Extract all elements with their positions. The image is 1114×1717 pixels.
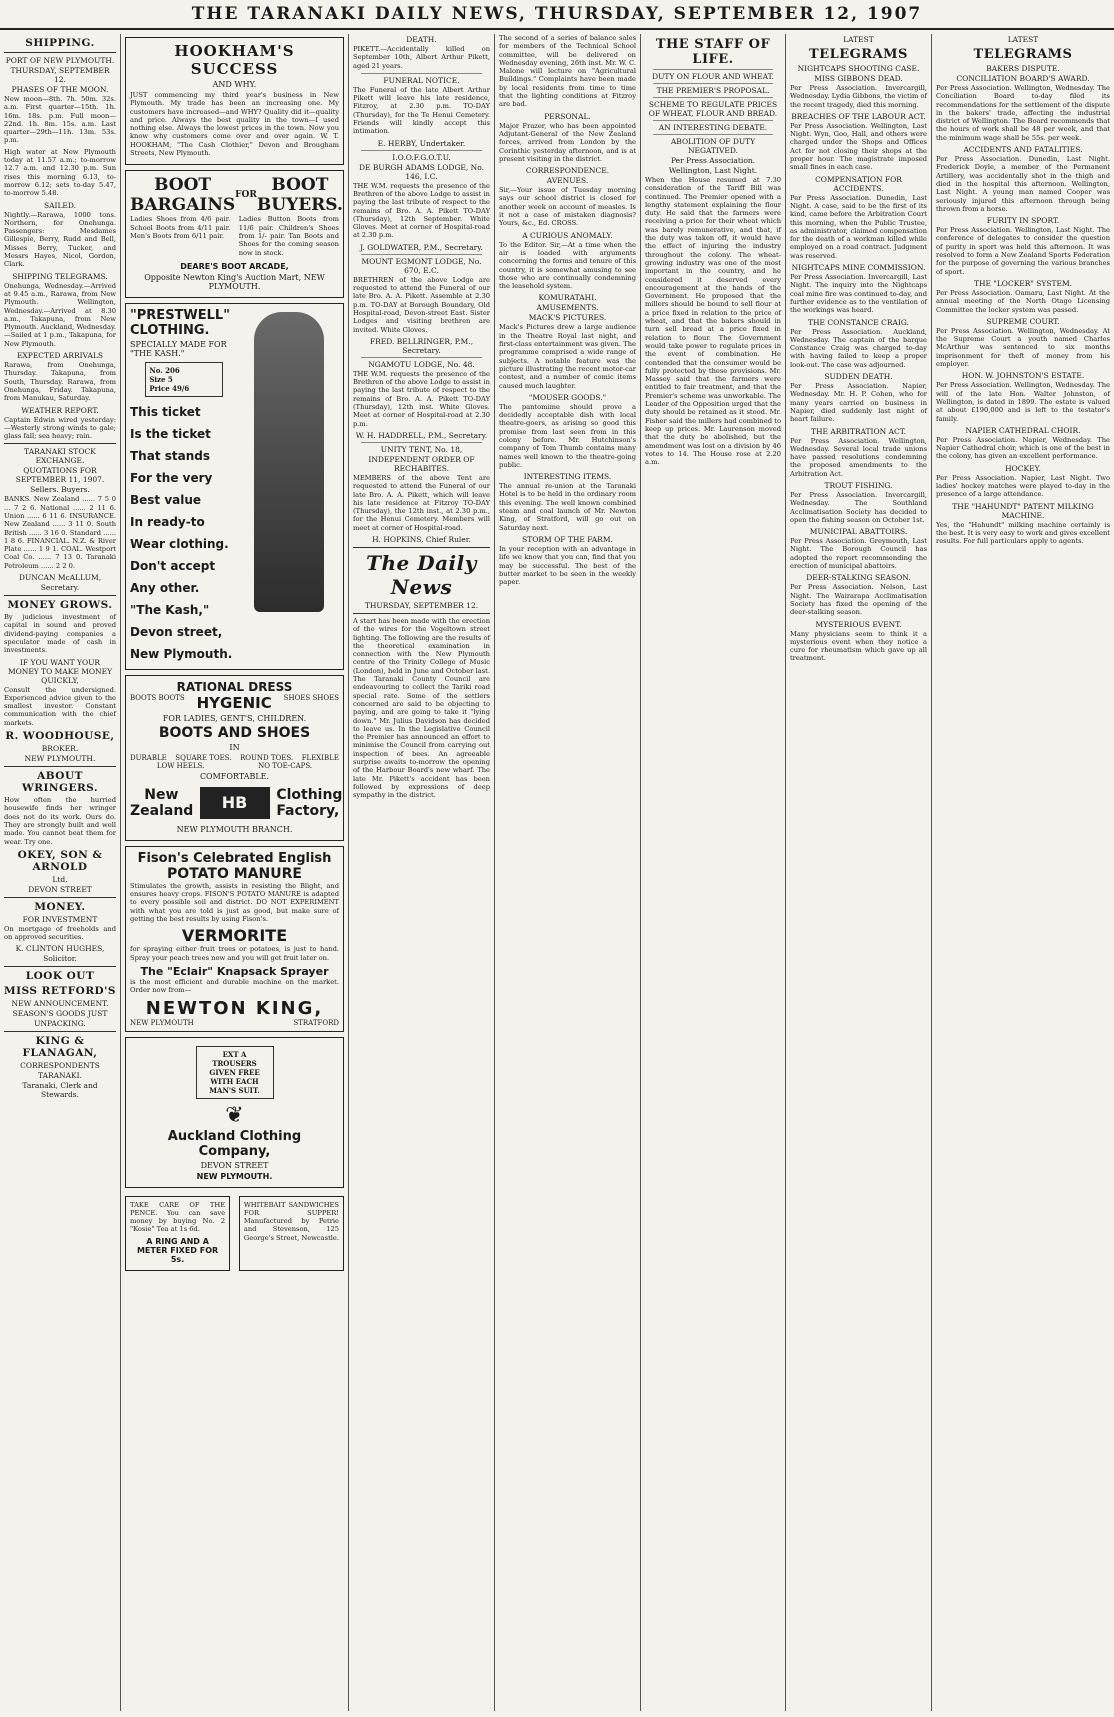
clinton-name: K. CLINTON HUGHES,: [15, 944, 105, 954]
tel-sub-10: MUNICIPAL ABATTOIRS.: [809, 527, 908, 537]
hb-logo: HB: [200, 787, 270, 819]
toe-row-2: [130, 762, 339, 770]
season-heading: SEASON'S GOODS JUST: [12, 1009, 108, 1019]
taranaki-text: TARANAKI.: [37, 1071, 82, 1081]
boot-prices: [130, 215, 339, 259]
for-ladies: FOR LADIES, GENT'S, CHILDREN.: [162, 713, 307, 723]
staff-sub-5: ABOLITION OF DUTY NEGATIVED.: [670, 137, 756, 155]
hygenic-row: [130, 694, 339, 712]
ticket-line: Wear clothing.: [130, 536, 229, 551]
telegrams-heading: SHIPPING TELEGRAMS.: [12, 271, 108, 281]
shipping-heading: SHIPPING.: [25, 37, 95, 49]
ornament: ❦: [225, 1102, 244, 1128]
divider: [653, 120, 773, 121]
unity-sub: INDEPENDENT ORDER OF RECHABITES.: [368, 454, 475, 473]
latest-sub-10: THE "HAHUNDT" PATENT MILKING MACHINE.: [952, 501, 1094, 520]
tel-text-5: Per Press Association. Auckland, Wednesday. The captain of the barque Constance Craig was charged to-day with having failed to keep a proper look-out. The case was adjourned.: [790, 327, 927, 369]
masthead-title: THE TARANAKI DAILY NEWS, THURSDAY, SEPTEMBER 12, 1907: [191, 4, 923, 24]
pence-ad: [125, 1196, 230, 1271]
auckland-address: DEVON STREET: [200, 1160, 269, 1170]
latest-sub-9: HOCKEY.: [1005, 463, 1041, 473]
rational-title: RATIONAL DRESS: [176, 679, 293, 694]
wringers-heading: ABOUT WRINGERS.: [21, 770, 99, 795]
auckland-title: Auckland Clothing Company,: [167, 1128, 302, 1159]
column-telegrams: [785, 34, 931, 1711]
avenues-text: Sir,—Your issue of Tuesday morning says our school district is closed for another week on account of measles. Is it not a case of mistaken diagnosis? Yours, &c., Ed. CROSS.: [499, 186, 636, 228]
newton-king-towns: [130, 1019, 339, 1027]
latest-text-4: Per Press Association. Oamaru, Last Night. At the annual meeting of the North Otago Licensing Committee the locker system was passed.: [936, 288, 1110, 314]
funeral-signature: E. HERBY, Undertaker.: [377, 138, 466, 148]
tel-text-6: Per Press Association. Napier, Wednesday. Mr. H. P. Cohen, who for many years carried on business in Napier, died suddenly last night of heart failure.: [790, 382, 927, 424]
tel-sub-8: THE ARBITRATION ACT.: [810, 426, 907, 436]
broker-role: Secretary.: [40, 583, 80, 593]
durable-label: DURABLE: [130, 753, 167, 762]
flag-date: THURSDAY, SEPTEMBER 12.: [364, 600, 479, 610]
lodge3-text: THE W.M. requests the presence of the Brethren of the above Lodge to assist in paying the last tribute of respect to the remains of Bro. A. A. Pikett TO-DAY (Thursday), 12th inst. White Gloves. Meet at corner of Hospital-road at 2.30 p.m.: [353, 369, 490, 428]
pence-text: TAKE CARE OF THE PENCE. You can save money by buying No. 2 "Kosie" Tea at 1s 6d.: [130, 1200, 226, 1234]
round-toes: ROUND TOES.: [239, 753, 294, 762]
lodge2-signature: FRED. BELLRINGER, P.M., Secretary.: [369, 336, 474, 355]
latest-text-3: Per Press Association. Wellington, Last Night. The conference of delegates to consider the question of purity in sport was held this afternoon. It was resolved to form a New Zealand Sports Federation for the purpose of governing the various branches of sport.: [936, 226, 1110, 276]
ticket-line: Best value: [130, 492, 202, 507]
masthead: [0, 0, 1114, 30]
flexible-label: FLEXIBLE: [301, 753, 339, 762]
avenues-heading: AVENUES.: [546, 176, 589, 186]
unity-text: MEMBERS of the above Tent are requested to attend the Funeral of our late Bro. A. A. Pikett, which will leave his late residence at Fitzroy TO-DAY (Thursday), the 12th inst., at 2.30 p.m., for the Henui Cemetery. Members will meet at corner of Hospital-road.: [353, 473, 490, 532]
death-text: PIKETT.—Accidentally killed on September 10th, Albert Arthur Pikett, aged 21 years.: [353, 45, 490, 70]
latest-sub-8: NAPIER CATHEDRAL CHOIR.: [965, 425, 1081, 435]
divider: [353, 613, 490, 614]
tel-text-9: Per Press Association. Greymouth, Last Night. The Borough Council has adopted the report recommending the erection of municipal abattoirs.: [790, 537, 927, 571]
tel-sub-4: COMPENSATION FOR ACCIDENTS.: [815, 174, 902, 193]
column-notices: [348, 34, 494, 1711]
ticket-line: For the very: [130, 470, 213, 485]
hookham-title: HOOKHAM'S SUCCESS: [174, 42, 295, 78]
latest-sub-2: CONCILIATION BOARD'S AWARD.: [956, 74, 1090, 83]
fison-text: Stimulates the growth, assists in resisting the Blight, and ensures heavy crops. FISON'S POTATO MANURE is adapted to every possible soil and district. DO NOT EXPERIMENT with what you are told is just as good, but make sure of getting the best results by using Fison's.: [130, 881, 339, 924]
tel-text-3: Per Press Association. Dunedin, Last Night. A case, said to be the first of its kind, came before the Arbitration Court this morning, when the Public Trustee, as administrator, claimed compensation for the death of a workman killed while employed on a road contract. Judgment was reserved.: [790, 193, 927, 260]
tel-sub-2: MISS GIBBONS DEAD.: [814, 74, 903, 83]
vermorite-text: for spraying either fruit trees or potatoes, is just to hand. Spray your peach trees now and you will get fruit later on.: [130, 945, 339, 962]
anomaly-text: To the Editor. Sir,—At a time when the air is loaded with arguments concerning the forms and tenure of this country, it is somewhat amusing to see those who are continually condemning the leasehold system.: [499, 240, 636, 291]
unpacking-text: UNPACKING.: [34, 1019, 86, 1029]
hookham-text: JUST commencing my third year's business in New Plymouth. My trade has been an increasing one. My customers have increased—and WHY? Quality did it—quality and price. Always the best quality in the town—I used nothing else. Always the lowest prices in the town. Now you know why customers come over and over again. W. T. HOOKHAM, "The Cash Clothier," Devon and Brougham Streets, New Plymouth.: [130, 91, 339, 158]
goods-text: The pantomime should prove a decidedly acceptable dish with local theatre-goers, as arising so good this promise from last seen from in this colony before. Mr. Hutchinson's company of Tom Thumb contains many names well known to the theatre-going public.: [499, 402, 636, 469]
column-advertisements: [120, 34, 348, 1711]
latest-sub-4: FURITY IN SPORT.: [986, 216, 1060, 226]
money-lend-text: On mortgage of freeholds and on approved securities.: [4, 924, 116, 942]
hookham-subtitle: AND WHY.: [212, 80, 257, 89]
sandwich-ad: [239, 1196, 344, 1271]
tel-sub-1: NIGHTCAPS SHOOTING CASE.: [797, 64, 920, 73]
hookham-ad: [125, 37, 344, 165]
money-heading: MONEY GROWS.: [7, 599, 113, 612]
boot-prices-right: Ladies Button Boots from 11/6 pair. Children's Shoes from 1/- pair. Tan Boots and Shoes for the coming season now in stock.: [238, 215, 339, 257]
personal-text: Major Frazer, who has been appointed Adjutant-General of the New Zealand forces, arrived from London by the Corinthic yesterday afternoon, and is at present visiting in the district.: [499, 121, 636, 163]
new-plymouth-label: NEW PLYMOUTH: [130, 1018, 194, 1027]
telegrams-label: LATEST: [843, 35, 874, 44]
lodge1-text: THE W.M. requests the presence of the Brethren of the above Lodge to assist in paying the last tribute of respect to the remains of Bro. A. A. Pikett TO-DAY (Thursday), 12th September. White Gloves. Meet at corner of Hospital-road at 2.30 p.m.: [353, 181, 490, 240]
latest-text-8: Per Press Association. Napier, Last Night. Two ladies' hockey matches were played to-day in the presence of a large attendance.: [936, 473, 1110, 499]
suited-man-image: [254, 312, 324, 612]
tel-text-8: Per Press Association. Invercargill, Wednesday. The Southland Acclimatisation Society has decided to open the fishing season on October 1st.: [790, 490, 927, 524]
tel-text-10: Per Press Association. Nelson, Last Night. The Wairarapa Acclimatisation Society has fixed the opening of the deer-stalking season.: [790, 583, 927, 617]
staff-sub-2: THE PREMIER'S PROPOSAL.: [656, 86, 770, 95]
sailed-text: Nightly.—Rarawa, 1000 tons. Northern, for Onehunga. Passengers: Mesdames Gillespie, Berry, Rudd and Bell, Misses Berry, Tucker, and Messrs Hayes, Nicol, Gordon, Clark.: [4, 210, 116, 269]
kash-address: Devon street,: [130, 624, 223, 639]
boot-for: FOR: [235, 190, 257, 201]
amusements-heading: AMUSEMENTS.: [536, 303, 599, 313]
date-line: THURSDAY, SEPTEMBER 12.: [10, 66, 110, 84]
latest-text-9: Yes, the "Hahundt" milking machine certainly is the best. It is very easy to work and gives excellent results. For full particulars apply to agents.: [936, 520, 1110, 546]
moon-text: New moon—8th. 7h. 50m. 32s. a.m. First quarter—15th. 1h. 16m. 18s. p.m. Full moon—22nd. 1h. 8m. 15s. a.m. Last quarter—29th—11h. 13m. 53s. p.m.: [4, 95, 116, 145]
tag-price: Price 49/6: [149, 383, 190, 393]
ticket-line: In ready-to: [130, 514, 205, 529]
divider: [361, 150, 482, 151]
latest-text-1: Per Press Association. Wellington, Wednesday. The Conciliation Board to-day filed its recommendations for the settlement of the dispute in the bakers' trade, affecting the industrial district of Wellington. The Board recommends that the hours of work shall be 48 per week, and that the minimum wage shall be 55s. per week.: [936, 84, 1110, 142]
latest-sub-1: BAKERS DISPUTE.: [986, 64, 1060, 73]
latest-sub-7: HON. W. JOHNSTON'S ESTATE.: [961, 371, 1085, 381]
divider: [653, 83, 773, 84]
tel-text-4: Per Press Association. Invercargill, Last Night. The inquiry into the Nightcaps coal mine fire was continued to-day, and further evidence as to the ventilation of the workings was heard.: [790, 273, 927, 315]
funeral-heading: FUNERAL NOTICE.: [383, 75, 460, 85]
ticket-line: That stands: [130, 448, 210, 463]
lecture-text: The second of a series of balance sales for members of the Technical School committee, will be delivered on Wednesday evening, 26th inst. Mr. W. C. Malone will lecture on "Agricultural Buildings." Complaints have been made by local residents from time to time that the lighting conditions at Fitzroy are bad.: [499, 34, 636, 109]
okey-name: OKEY, SON & ARNOLD: [17, 848, 103, 873]
storm-heading: STORM OF THE FARM.: [522, 534, 613, 544]
clinton-role: Solicitor.: [43, 954, 77, 964]
divider: [653, 134, 773, 135]
ticket-line: This ticket: [130, 404, 201, 419]
retford-heading: MISS RETFORD'S: [4, 985, 116, 998]
divider: [361, 442, 482, 443]
dateline: Wellington, Last Night.: [668, 166, 758, 175]
want-text: Consult the undersigned. Experienced advice given to the smallest investor. Constant communication with the chief markets.: [4, 685, 116, 727]
staff-body: When the House resumed at 7.30 consideration of the Tariff Bill was continued. The Premier opened with a lengthy statement explaining the flour duty. He said that the farmers were receiving a price for their wheat which was barely remunerative, and that, if the duty was taken off, it would have the effect of injuring the industry throughout the colony. The wheat-growing industry was one of the most important in the country, and he considered it deserved every encouragement at the hands of the Government. He proposed that the millers should be bound to sell flour at a price fixed in relation to the price of wheat, and that the bakers should in turn sell bread at a price fixed in relation to flour. The Government would take power to regulate prices in the event of combination. He contended that the consumer would be fully protected by these provisions. Mr. Massey said that the farmers were entitled to fair treatment, and that the Premier's scheme was unworkable. The Leader of the Opposition urged that the duty should be retained as it stood. Mr. Fisher said the millers had combined to keep up prices. Mr. Laurenson moved that the duty be abolished, but the amendment was lost on a division by 46 votes to 14. The House rose at 2.20 a.m.: [645, 176, 781, 467]
auckland-clothing-ad: [125, 1037, 344, 1188]
port-heading: PORT OF NEW PLYMOUTH.: [5, 56, 115, 65]
kash-town: New Plymouth.: [130, 646, 233, 661]
latest-heading: TELEGRAMS: [973, 47, 1073, 62]
telegrams-heading: TELEGRAMS: [809, 47, 908, 62]
money-lend-sub: FOR INVESTMENT: [22, 914, 98, 924]
divider: [361, 357, 482, 358]
announcement-text: NEW ANNOUNCEMENT.: [11, 999, 109, 1009]
ticket-line: Is the ticket: [130, 426, 211, 441]
broker-name: DUNCAN McALLUM,: [18, 573, 102, 583]
king-heading: KING & FLANAGAN,: [22, 1035, 98, 1060]
in-label: IN: [229, 742, 240, 752]
funeral-text: The Funeral of the late Albert Arthur Pikett will leave his late residence, Fitzroy, at 2.30 p.m. TO-DAY (Thursday), for the Te Henui Cemetery. Friends will kindly accept this intimation.: [353, 85, 490, 136]
tel-sub-7: SUDDEN DEATH.: [824, 372, 893, 382]
lodge1-sub: DE BURGH ADAMS LODGE, No. 146, I.C.: [358, 162, 485, 181]
bottom-ads: [125, 1193, 344, 1276]
vermorite-title: VERMORITE: [181, 926, 288, 946]
divider: [353, 547, 490, 548]
woodhouse-name: R. WOODHOUSE,: [5, 730, 115, 743]
tel-text-7: Per Press Association. Wellington, Wednesday. Several local trade unions have passed resolutions condemning the proposed amendments to the Arbitration Act.: [790, 436, 927, 478]
unity-signature: H. HOPKINS, Chief Ruler.: [372, 534, 471, 544]
staff-sub-4: AN INTERESTING DEBATE.: [658, 123, 768, 132]
latest-text-5: Per Press Association. Wellington, Wednesday. At the Supreme Court a youth named Charles McArthur was sentenced to six months imprisonment for theft of money from his employer.: [936, 326, 1110, 369]
sailed-heading: SAILED.: [43, 200, 77, 210]
ring-text: A RING AND A METER FIXED FOR 5s.: [136, 1236, 219, 1264]
divider: [653, 69, 773, 70]
latest-label: LATEST: [1007, 35, 1039, 44]
deare-address: Opposite Newton King's Auction Mart, NEW PLYMOUTH.: [144, 272, 325, 291]
divider: [4, 766, 116, 767]
sandwich-text: WHITEBAIT SANDWICHES FOR SUPPER! Manufactured by Petrie and Stevenson, 125 George's Street, Newcastle.: [243, 1200, 339, 1242]
anomaly-heading: A CURIOUS ANOMALY.: [522, 230, 613, 240]
trousers-stamp: EXT A TROUSERS GIVEN FREE WITH EACH MAN'S SUIT.: [196, 1046, 274, 1099]
toe-row-1: [130, 754, 339, 762]
column-news: [494, 34, 640, 1711]
tel-sub-5: NIGHTCAPS MINE COMMISSION.: [791, 263, 926, 273]
moon-heading: PHASES OF THE MOON.: [11, 85, 109, 94]
nz-branch: NEW PLYMOUTH BRANCH.: [176, 824, 293, 834]
divider: [4, 443, 116, 444]
eclair-title: The "Eclair" Knapsack Sprayer: [140, 964, 329, 978]
eclair-text: is the most efficient and durable machine on the market. Order now from—: [130, 977, 339, 995]
press-line: Per Press Association.: [670, 156, 756, 165]
price-tag: [145, 362, 223, 397]
divider: [4, 1031, 116, 1032]
latest-sub-6: SUPREME COURT.: [986, 316, 1060, 326]
items-heading: INTERESTING ITEMS.: [523, 472, 612, 482]
hygenic-title: HYGENIC: [196, 693, 272, 712]
tel-text-11: Many physicians seem to think it a mysterious event when they notice a cure for rheumatism which gave up all treatment.: [790, 629, 927, 663]
lodge1-signature: J. GOLDWATER, P.M., Secretary.: [360, 242, 483, 252]
tel-text-1: Per Press Association. Invercargill, Wednesday. Lydia Gibbons, the victim of the recent tragedy, died this morning.: [790, 84, 927, 109]
divider: [653, 97, 773, 98]
wringers-text: How often the hurried housewife finds her wringer does not do its work. Ours do. They are strongly built and well made. You cannot beat them for wear. Try one.: [4, 796, 116, 846]
boot-arcade-ad: [125, 170, 344, 297]
ticket-line: Any other.: [130, 580, 200, 595]
auckland-town: NEW PLYMOUTH.: [196, 1171, 273, 1181]
newspaper-flag: The Daily News: [366, 550, 477, 599]
divider: [4, 52, 116, 53]
boot-prices-left: Ladies Shoes from 4/6 pair. School Boots from 4/11 pair. Men's Boots from 6/11 pair.: [130, 215, 231, 240]
stratford-label: STRATFORD: [293, 1018, 339, 1027]
staff-sub-3: SCHEME TO REGULATE PRICES OF WHEAT, FLOUR AND BREAD.: [648, 100, 778, 118]
tel-text-2: Per Press Association. Wellington, Last Night. Wyn, Goo, Hall, and others were charged under the Shops and Offices Act for not closing their shops at the proper hour. The magistrate imposed small fines in each case.: [790, 121, 927, 172]
money-lend-heading: MONEY.: [34, 900, 86, 913]
death-heading: DEATH.: [406, 35, 437, 44]
stewards-text: Taranaki, Clerk and Stewards.: [22, 1081, 98, 1100]
sellers-buyers: Sellers. Buyers.: [30, 485, 90, 495]
tel-sub-6: THE CONSTANCE CRAIG.: [807, 317, 910, 327]
potato-title: POTATO MANURE: [167, 865, 302, 882]
tide-text: High water at New Plymouth today at 11.57 a.m.; to-morrow 12.7 a.m. and 12.30 p.m. Sun rises this morning 6.13, to-morrow 6.12; sets to-day 5.47, to-morrow 5.48.: [4, 147, 116, 198]
items-text: The annual re-union at the Taranaki Hotel is to be held in the ordinary room this evening. The well known combined steam and coal launch of Mr. Newton King, of Stratford, will go out on Saturday next.: [499, 482, 636, 532]
weather-text: Captain Edwin wired yesterday:—Westerly strong winds to gale; glass fall; sea heavy; rain.: [4, 415, 116, 441]
lodge3-signature: W. H. HADDRELL, P.M., Secretary.: [355, 430, 488, 440]
column-shipping: [0, 34, 120, 1711]
tag-size: Size 5: [149, 374, 173, 384]
personal-heading: PERSONAL.: [544, 111, 591, 121]
telegrams-text: Onehunga, Wednesday.—Arrived at 9.45 a.m., Rarawa, from New Plymouth. Wellington, Wednesday.—Arrived at 8.30 a.m., Takapuna, from New Plymouth. Auckland, Wednesday.—Sailed at 1 p.m., Takapuna, for New Plymouth.: [4, 281, 116, 348]
gentleman-illustration: [239, 308, 339, 665]
latest-sub-5: THE "LOCKER" SYSTEM.: [973, 278, 1073, 288]
weather-heading: WEATHER REPORT.: [21, 405, 99, 415]
nz-right: Clothing Factory,: [276, 786, 343, 819]
komuratahi-signature: KOMURATAHI.: [538, 293, 597, 303]
divider: [361, 254, 482, 255]
lookout-heading: LOOK OUT: [25, 970, 95, 983]
okey-ltd: Ltd.: [52, 874, 68, 884]
prestwell-ad: [125, 303, 344, 670]
deare-name: DEARE'S BOOT ARCADE,: [180, 261, 289, 271]
mack-text: Mack's Pictures drew a large audience in the Theatre Royal last night, and first-class entertainment was given. The programme comprised a wide range of subjects. A notable feature was the picture illustrating the recent motor-car contest, and a number of comic items caused much laughter.: [499, 323, 636, 390]
divider: [4, 966, 116, 967]
tel-sub-11: DEER-STALKING SEASON.: [806, 573, 911, 583]
latest-sub-3: ACCIDENTS AND FATALITIES.: [963, 145, 1083, 155]
ticket-line: Don't accept: [130, 558, 216, 573]
tel-sub-3: BREACHES OF THE LABOUR ACT.: [791, 111, 926, 121]
column-latest-telegrams: [931, 34, 1114, 1711]
latest-text-2: Per Press Association. Dunedin, Last Night. Frederick Doyle, a member of the Permanent Artillery, was accidentally shot in the thigh and died in the hospital this afternoon. Wellington, Last Night. A young man named Cooper was seriously injured this afternoon through being thrown from a horse.: [936, 155, 1110, 213]
lodge2-heading: MOUNT EGMONT LODGE, No. 670, E.C.: [361, 256, 482, 275]
comfortable-label: COMFORTABLE.: [199, 771, 270, 781]
correspondence-heading: CORRESPONDENCE.: [525, 166, 610, 176]
prestwell-left: [130, 308, 239, 665]
want-heading: IF YOU WANT YOUR MONEY TO MAKE MONEY QUICKLY,: [7, 657, 113, 685]
low-heels: LOW HEELS.: [156, 761, 205, 770]
quotations-table: BANKS. New Zealand ...... 7 5 0 ... 7 2 6. National ...... 2 11 6. Union ...... 6 11 6. INSURANCE. New Zealand ...... 3 11 0. South British ...... 3 16 0. Standard ...... 1 8 6. FINANCIAL. N.Z. & River Plate ...... 1 9 1. COAL. Westport Coal Co. ...... 7 13 0. Taranaki Petroleum ...... 2 2 0.: [4, 495, 116, 570]
okey-address: DEVON STREET: [28, 884, 92, 894]
quotations-heading: QUOTATIONS FOR SEPTEMBER 11, 1907.: [15, 466, 105, 485]
fison-title: Fison's Celebrated English: [137, 850, 332, 866]
nz-left: New Zealand: [130, 786, 194, 819]
boots-shoes-title: BOOTS AND SHOES: [158, 724, 311, 741]
tel-sub-9: TROUT FISHING.: [824, 480, 893, 490]
divider: [4, 897, 116, 898]
latest-text-6: Per Press Association. Wellington, Wednesday. The will of the late Hon. Walter Johnston, of Wellington, is dated in 1899. The estate is valued at about £190,000 and is left to the testator's family.: [936, 381, 1110, 423]
prestwell-sub: SPECIALLY MADE FOR "THE KASH.": [130, 339, 227, 358]
woodhouse-address: NEW PLYMOUTH.: [24, 754, 96, 764]
woodhouse-role: BROKER.: [41, 744, 79, 754]
editorial-text: A start has been made with the erection of the wires for the Vogeltown street lighting. The following are the results of the theoretical examination in connection with the New Plymouth centre of the Trinity College of Music (London), held in June and October last. The Taranaki County Council are endeavouring to collect the Tariki road special rate. Some of the settlers concerned are said to be objecting to paying, and are going to take it "lying down." Mr. Julius Davidson has decided to leave us. In the Legislative Council the Premier has announced an effort to minimise the Council from carrying out inspection of bees. An agreeable surprise awaits to-morrow the opening of the Harbour Board's new wharf. The late Mr. Pikett's accident has been followed by expressions of deep sympathy in the district.: [353, 616, 490, 800]
shoes-label: SHOES SHOES: [283, 693, 339, 702]
kash-name: "The Kash,": [130, 602, 210, 617]
tag-number: No. 206: [149, 365, 180, 375]
arrivals-text: Rarawa, from Onehunga, Thursday. Takapuna, from South, Thursday. Rarawa, from Onehunga, Friday. Takapuna, from Manukau, Saturday.: [4, 361, 116, 403]
money-text: By judicious investment of capital in sound and proved dividend-paying companies a speculator made of cash in investments.: [4, 613, 116, 655]
no-toecaps: NO TOE-CAPS.: [258, 761, 313, 770]
correspondents-text: CORRESPONDENTS: [20, 1061, 100, 1071]
square-toes: SQUARE TOES.: [175, 753, 232, 762]
staff-sub-1: DUTY ON FLOUR AND WHEAT.: [652, 72, 774, 81]
lodge1-heading: I.O.O.F.G.O.T.U.: [392, 152, 451, 162]
boot-headline: [130, 175, 343, 216]
boots-label: BOOTS BOOTS: [130, 693, 185, 702]
boot-buyers: BOOT BUYERS.: [256, 175, 343, 216]
newton-king: NEWTON KING,: [145, 997, 324, 1019]
fison-ad: [125, 846, 344, 1032]
mack-heading: MACK'S PICTURES.: [528, 313, 607, 323]
latest-text-7: Per Press Association. Napier, Wednesday. The Napier Cathedral choir, which is one of the best in the colony, has given an excellent performance.: [936, 435, 1110, 461]
staff-heading: THE STAFF OF LIFE.: [655, 37, 771, 67]
unity-heading: UNITY TENT, No. 18,: [380, 444, 463, 454]
arrivals-heading: EXPECTED ARRIVALS: [16, 351, 104, 361]
column-staff-of-life: [640, 34, 785, 1711]
tel-sub-12: MYSTERIOUS EVENT.: [815, 619, 902, 629]
divider: [361, 73, 482, 74]
nz-clothing-row: [130, 783, 343, 823]
divider: [4, 595, 116, 596]
lodge3-heading: NGAMOTU LODGE, No. 48.: [368, 359, 475, 369]
goods-heading: "MOUSER GOODS.": [528, 392, 607, 402]
lodge2-text: BRETHREN of the above Lodge are requested to attend the Funeral of our late Bro. A. A. Pikett. Assemble at 2.30 p.m. TO-DAY at Borough Boundary, Old Hospital-road, Devon-street East. Sister Lodges and visiting brethren are invited. White Gloves.: [353, 275, 490, 334]
storm-text: In your reception with an advantage in life we know that you can, find that you may be successful. The best of the butter market to be seen in the weekly paper.: [499, 544, 636, 587]
boot-bargains: BOOT BARGAINS: [130, 175, 236, 216]
exchange-heading: TARANAKI STOCK EXCHANGE.: [24, 447, 96, 466]
rational-dress-ad: [125, 675, 344, 841]
prestwell-title: "PRESTWELL" CLOTHING.: [130, 307, 230, 338]
